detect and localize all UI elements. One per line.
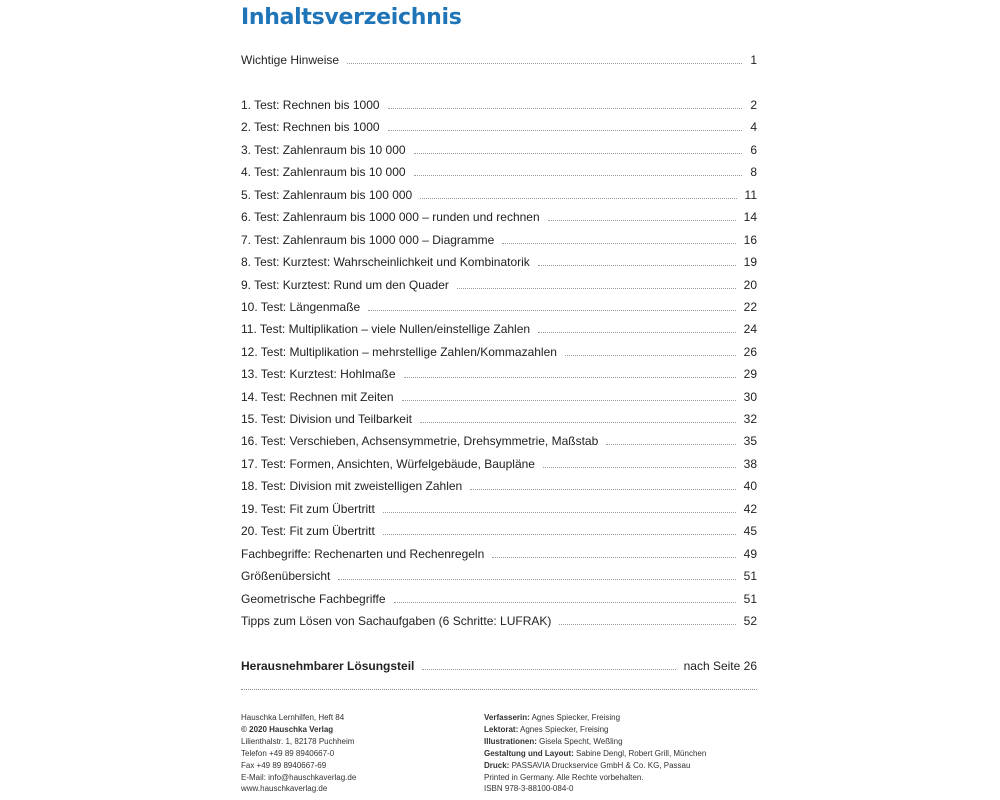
toc-entry-page: 16 bbox=[743, 233, 757, 247]
credit-key: Lektorat: bbox=[484, 724, 519, 734]
toc-entry-label: 6. Test: Zahlenraum bis 1000 000 – runden und rechnen bbox=[241, 210, 540, 224]
toc-entry-page: 8 bbox=[750, 165, 757, 179]
toc-leader-dots bbox=[420, 198, 736, 199]
toc-entry-page: 1 bbox=[750, 53, 757, 67]
dotted-separator bbox=[241, 689, 757, 690]
toc-entry bbox=[241, 451, 757, 471]
toc-entry-page: 22 bbox=[743, 300, 757, 314]
toc-entry-page: 20 bbox=[743, 278, 757, 292]
toc-entry bbox=[241, 339, 757, 359]
toc-leader-dots bbox=[559, 624, 735, 625]
toc-entry-label: 3. Test: Zahlenraum bis 10 000 bbox=[241, 143, 406, 157]
credit-key: Druck: bbox=[484, 760, 510, 770]
toc-entry bbox=[241, 518, 757, 538]
toc-leader-dots bbox=[388, 130, 743, 131]
toc-entry-page: 2 bbox=[750, 98, 757, 112]
toc-entry-page: 52 bbox=[743, 614, 757, 628]
toc-entry-page: 32 bbox=[743, 412, 757, 426]
imprint-line: E-Mail: info@hauschkaverlag.de bbox=[241, 772, 357, 782]
toc-leader-dots bbox=[404, 377, 736, 378]
toc-entry bbox=[241, 406, 757, 426]
toc-entry bbox=[241, 92, 757, 112]
credit-key: Illustrationen: bbox=[484, 736, 537, 746]
toc-entry-label: 15. Test: Division und Teilbarkeit bbox=[241, 412, 412, 426]
toc-leader-dots bbox=[394, 602, 736, 603]
toc-entry-label: 10. Test: Längenmaße bbox=[241, 300, 361, 314]
toc-entry bbox=[241, 114, 757, 134]
toc-entry-label: 7. Test: Zahlenraum bis 1000 000 – Diagramme bbox=[241, 233, 495, 247]
toc-entry-page: 11 bbox=[744, 188, 757, 202]
toc-entry bbox=[241, 563, 757, 583]
credit-value: Gisela Specht, Weßling bbox=[536, 736, 623, 746]
toc-leader-dots bbox=[502, 243, 735, 244]
toc-leader-dots bbox=[422, 669, 675, 670]
toc-entry-page: 51 bbox=[743, 569, 757, 583]
imprint-line: © 2020 Hauschka Verlag bbox=[241, 724, 334, 734]
toc-entry bbox=[241, 47, 757, 67]
toc-entry-page: 40 bbox=[743, 479, 757, 493]
toc-leader-dots bbox=[538, 265, 736, 266]
toc-entry-label: Herausnehmbarer Lösungsteil bbox=[241, 659, 415, 673]
toc-leader-dots bbox=[383, 534, 736, 535]
toc-entry-page: 42 bbox=[743, 502, 757, 516]
toc-entry bbox=[241, 316, 757, 336]
toc-entry bbox=[241, 159, 757, 179]
page-title: Inhaltsverzeichnis bbox=[241, 5, 462, 30]
toc-leader-dots bbox=[338, 579, 735, 580]
toc-entry bbox=[241, 608, 757, 628]
imprint-line: www.hauschkaverlag.de bbox=[241, 784, 328, 794]
toc-leader-dots bbox=[368, 310, 735, 311]
toc-entry-page: 14 bbox=[743, 210, 757, 224]
toc-entry-label: 8. Test: Kurztest: Wahrscheinlichkeit und Kombinatorik bbox=[241, 255, 530, 269]
toc-entry bbox=[241, 473, 757, 493]
toc-leader-dots bbox=[347, 63, 742, 64]
toc-leader-dots bbox=[414, 153, 743, 154]
toc-entry-label: Größenübersicht bbox=[241, 569, 331, 583]
toc-entry-page: 45 bbox=[743, 524, 757, 538]
toc-entry bbox=[241, 227, 757, 247]
imprint-line: Hauschka Lernhilfen, Heft 84 bbox=[241, 713, 345, 722]
credit-value: PASSAVIA Druckservice GmbH & Co. KG, Passau bbox=[509, 760, 691, 770]
toc-entry-label: 13. Test: Kurztest: Hohlmaße bbox=[241, 367, 396, 381]
toc-entry-label: Fachbegriffe: Rechenarten und Rechenregeln bbox=[241, 547, 485, 561]
toc-leader-dots bbox=[388, 108, 743, 109]
toc-entry-label: Geometrische Fachbegriffe bbox=[241, 592, 386, 606]
toc-entry bbox=[241, 204, 757, 224]
toc-entry-label: 20. Test: Fit zum Übertritt bbox=[241, 524, 375, 538]
credit-key: Gestaltung und Layout: bbox=[484, 748, 574, 758]
credit-line bbox=[484, 736, 706, 748]
imprint-line: Fax +49 89 8940667-69 bbox=[241, 760, 327, 770]
toc-entry-label: 9. Test: Kurztest: Rund um den Quader bbox=[241, 278, 449, 292]
toc-entry-label: 18. Test: Division mit zweistelligen Zahlen bbox=[241, 479, 463, 493]
toc-leader-dots bbox=[402, 400, 736, 401]
credit-value: Agnes Spiecker, Freising bbox=[518, 724, 609, 734]
toc-entry bbox=[241, 294, 757, 314]
toc-leader-dots bbox=[383, 512, 736, 513]
toc-entry-page: 35 bbox=[743, 434, 757, 448]
credit-line bbox=[484, 748, 706, 760]
toc-entry-page: 4 bbox=[750, 120, 757, 134]
toc-entry-page: 19 bbox=[743, 255, 757, 269]
toc-entry-page: 51 bbox=[743, 592, 757, 606]
toc-leader-dots bbox=[457, 288, 736, 289]
toc-leader-dots bbox=[538, 332, 736, 333]
credit-value: Printed in Germany. Alle Rechte vorbehalten. bbox=[484, 772, 644, 782]
toc-entry bbox=[241, 361, 757, 381]
credit-key: Verfasserin: bbox=[484, 713, 530, 722]
toc-entry-page: 24 bbox=[743, 322, 757, 336]
credit-line bbox=[484, 760, 706, 772]
toc-leader-dots bbox=[470, 489, 735, 490]
toc-leader-dots bbox=[548, 220, 736, 221]
credit-line bbox=[484, 772, 706, 784]
toc-leader-dots bbox=[420, 422, 736, 423]
credit-value: ISBN 978-3-88100-084-0 bbox=[484, 784, 574, 794]
toc-entry-label: 1. Test: Rechnen bis 1000 bbox=[241, 98, 380, 112]
toc-entry-label: 17. Test: Formen, Ansichten, Würfelgebäude, Baupläne bbox=[241, 457, 535, 471]
toc-entry bbox=[241, 496, 757, 516]
toc-entry-label: 14. Test: Rechnen mit Zeiten bbox=[241, 390, 394, 404]
toc-entry bbox=[241, 541, 757, 561]
toc-entry-page: 49 bbox=[743, 547, 757, 561]
toc-entry-page: 29 bbox=[743, 367, 757, 381]
toc-leader-dots bbox=[565, 355, 736, 356]
credit-line bbox=[484, 724, 706, 736]
toc-entry-label: 4. Test: Zahlenraum bis 10 000 bbox=[241, 165, 406, 179]
toc-entry-label: 11. Test: Multiplikation – viele Nullen/einstellige Zahlen bbox=[241, 322, 531, 336]
toc-entry bbox=[241, 384, 757, 404]
toc-entry-label: 16. Test: Verschieben, Achsensymmetrie, Drehsymmetrie, Maßstab bbox=[241, 434, 599, 448]
credit-line bbox=[484, 783, 706, 795]
toc-leader-dots bbox=[492, 557, 735, 558]
toc-entry bbox=[241, 249, 757, 269]
credit-value: Agnes Spiecker, Freising bbox=[529, 713, 621, 722]
toc-entry-label: 12. Test: Multiplikation – mehrstellige Zahlen/Kommazahlen bbox=[241, 345, 557, 359]
toc-entry-label: 5. Test: Zahlenraum bis 100 000 bbox=[241, 188, 413, 202]
toc-entry-page: 26 bbox=[743, 345, 757, 359]
toc-leader-dots bbox=[414, 175, 743, 176]
imprint-line: Lilienthalstr. 1, 82178 Puchheim bbox=[241, 736, 355, 746]
toc-entry bbox=[241, 182, 757, 202]
toc-entry bbox=[241, 137, 757, 157]
toc-entry-page: nach Seite 26 bbox=[683, 659, 757, 673]
toc-entry bbox=[241, 428, 757, 448]
toc-entry-label: 2. Test: Rechnen bis 1000 bbox=[241, 120, 380, 134]
document-page bbox=[241, 0, 757, 800]
toc-entry bbox=[241, 653, 757, 673]
credit-line bbox=[484, 712, 706, 724]
toc-entry-page: 30 bbox=[743, 390, 757, 404]
toc-entry-label: Wichtige Hinweise bbox=[241, 53, 340, 67]
toc-entry-label: 19. Test: Fit zum Übertritt bbox=[241, 502, 375, 516]
credit-value: Sabine Dengl, Robert Grill, München bbox=[573, 748, 707, 758]
toc-entry-label: Tipps zum Lösen von Sachaufgaben (6 Schritte: LUFRAK) bbox=[241, 614, 552, 628]
toc-entry-page: 6 bbox=[750, 143, 757, 157]
toc-leader-dots bbox=[606, 444, 735, 445]
toc-leader-dots bbox=[543, 467, 736, 468]
imprint-publisher bbox=[241, 712, 356, 795]
imprint-credits bbox=[484, 712, 706, 795]
toc-entry bbox=[241, 272, 757, 292]
toc-entry-page: 38 bbox=[743, 457, 757, 471]
imprint-line: Telefon +49 89 8940667-0 bbox=[241, 748, 335, 758]
toc-entry bbox=[241, 586, 757, 606]
